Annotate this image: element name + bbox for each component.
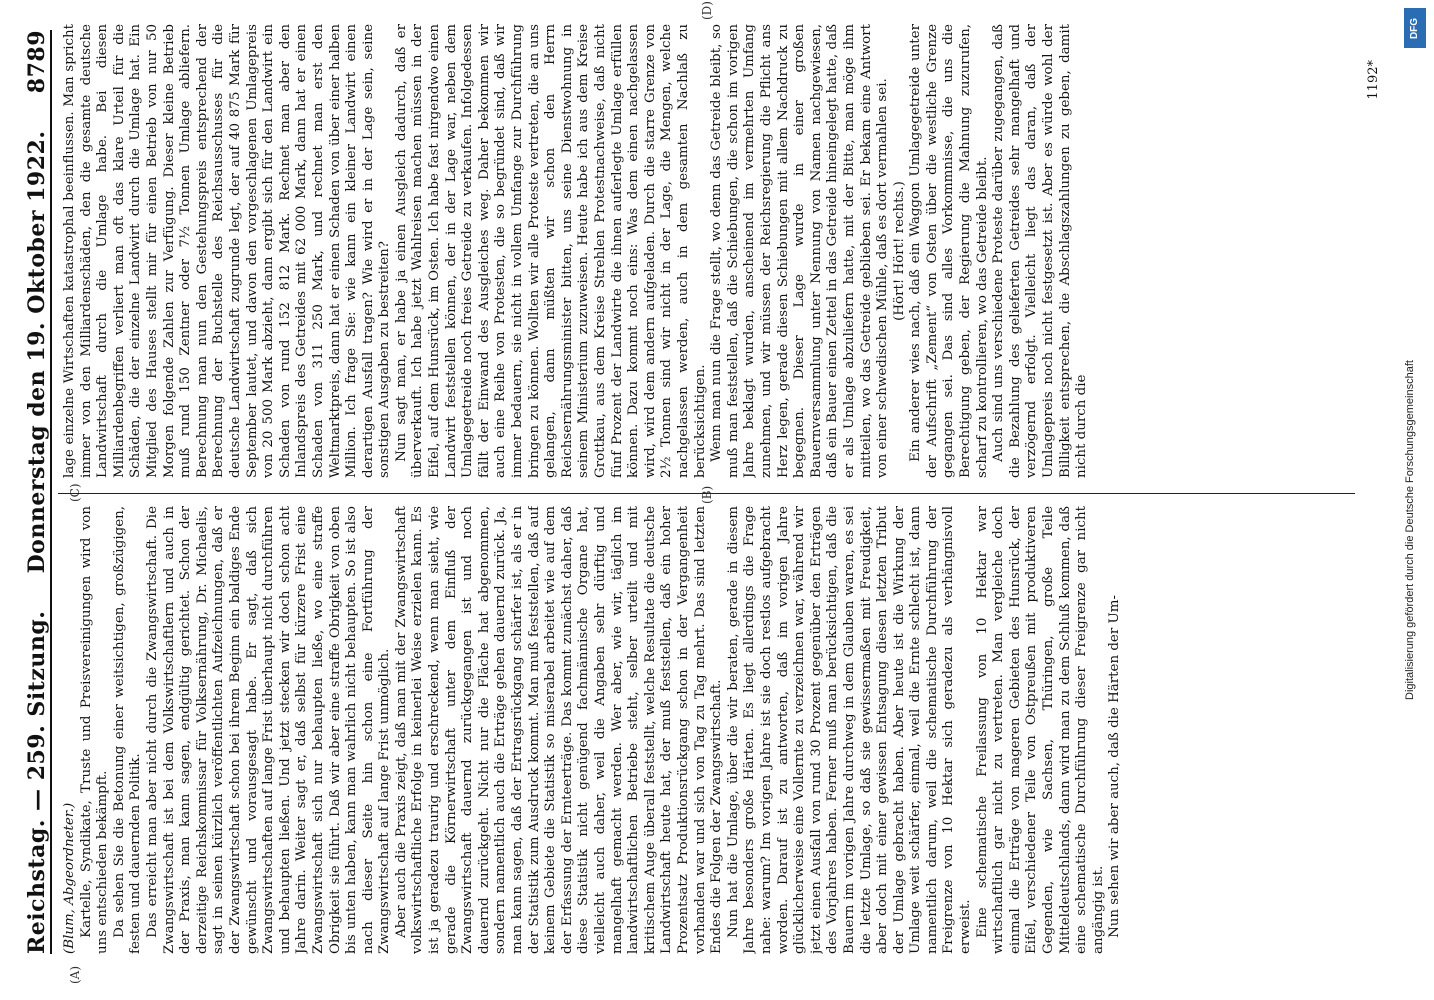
header-date: Donnerstag den 19. Oktober 1922. [24, 130, 50, 574]
dfg-logo: DFG [1404, 8, 1426, 48]
page-code: 1192* [1366, 60, 1381, 100]
digitization-strip [1398, 0, 1434, 1000]
page-number: 8789 [24, 30, 50, 94]
paragraph: Ein anderer wies nach, daß ein Waggon Umlagegetreide unter der Aufschrift „Zement“ von Osten über die westliche Grenze gegangen sei. Das sind alles Vorkommnisse, die uns die Berechtigung geben, der Regierung die Mahnung zuzurufen, scharf zu kontrollieren, wo das Getreide bleibt. [908, 24, 990, 478]
speaker-label: (Blum, Abgeordneter.) [62, 802, 77, 954]
paragraph: Nun sehen wir aber auch, daß die Härten der Um- [1107, 594, 1123, 938]
paragraph: Kartelle, Syndikate, Truste und Preisvereinigungen wird von uns entschieden bekämpft. [78, 506, 111, 954]
paragraph: Eine schematische Freilassung von 10 Hektar war wirtschaftlich gar nicht zu vertreten. Man vergleiche doch einmal die Erträge von mageren Gebieten des Hunsrück, der Eifel, verschiedener Teile von Ostpreußen mit produktiveren Gegenden, wie Sachsen, Thüringen, große Teile Mitteldeutschlands, dann wird man zu dem Schluß kommen, daß eine schematische Durchführung dieser Freigrenze gar nicht angängig ist. [974, 506, 1106, 954]
margin-mark-c: (C) [68, 483, 82, 502]
paragraph: Wenn man nun die Frage stellt, wo denn das Getreide bleibt, so muß man feststellen, daß die Schiebungen, die schon im vorigen Jahre beklagt wurden, anscheinend im vermehrten Umfang zunehmen, und wir müssen der Reichsregierung die Pflicht ans Herz legen, gerade diesen Schiebungen mit allem Nachdruck zu begegnen. Dieser Lage wurde in einer großen Bauernversammlung unter Nennung von Namen nachgewiesen, daß ein Bauer einen Zettel in das Getreide hineingelegt hatte, daß er als Umlage abzuliefern hatte, mit der Bitte, man möge ihm mitteilen, wo das Getreide geblieben sei. Er bekam eine Antwort von einer schwedischen Mühle, daß es dort vermahlen sei. [709, 24, 891, 478]
paragraph: Das erreicht man aber nicht durch die Zwangswirtschaft. Die Zwangswirtschaft ist bei dem Volkswirtschaftlern und auch in der Praxis, man kann sagen, endgültig gerichtet. Schon der derzeitige Reichskommissar für Volksernährung, Dr. Michaelis, sagt in seinen kürzlich veröffentlichten Aufzeichnungen, daß er der Zwangswirtschaft schon bei ihrem Beginn ein baldiges Ende gewünscht und vorausgesagt habe. Er sagt, daß sich Zwangswirtschaften auf lange Frist überhaupt nicht durchführen und behaupten ließen. Und jetzt stecken wir doch schon acht Jahre darin. Weiter sagt er, daß selbst für kürzere Frist eine Zwangswirtschaft sich nur behaupten ließe, wo eine straffe Obrigkeit sie führt. Daß wir aber eine straffe Obrigkeit von oben bis unten haben, kann man wahrlich nicht behaupten. So ist also nach dieser Seite hin schon eine Fortführung der Zwangswirtschaft auf lange Frist unmöglich. [144, 506, 393, 954]
margin-mark-d: (D) [700, 1, 714, 20]
paragraph: Nun sagt man, er habe ja einen Ausgleich dadurch, daß er überverkauft. Ich habe jetzt Wahlreisen machen müssen in der Eifel, auf dem Hunsrück, im Osten. Ich habe fast nirgendwo einen Landwirt feststellen können, der in der Lage war, neben dem Umlagegetreide noch freies Getreide zu verkaufen. Infolgedessen fällt der Einwand des Ausgleiches weg. Daher bekommen wir auch eine Reihe von Protesten, die so begründet sind, daß wir immer bedauern, sie nicht in vollem Umfange zur Durchführung bringen zu können. Wollten wir alle Proteste vertreten, die an uns gelangen, dann müßten wir schon den Herrn Reichsernährungsminister bitten, uns seine Dienstwohnung in seinem Ministerium zuzuweisen. Heute habe ich aus dem Kreise Grottkau, aus dem Kreise Strehlen Protestnachweise, daß nicht fünf Prozent der Landwirte die ihnen auferlegte Umlage erfüllen können. Dazu kommt noch eins: Was dem einen nachgelassen wird, wird dem andern aufgeladen. Durch die starre Grenze von 2½ Tonnen sind wir nicht in der Lage, die Mengen, welche nachgelassen werden, auch in dem gesamten Nachlaß zu berücksichtigen. [393, 24, 708, 478]
paragraph: Da sehen Sie die Betonung einer weitsichtigen, großzügigen, festen und dauernden Politik. [111, 506, 144, 954]
digitization-note: Digitalisierung gefördert durch die Deutsche Forschungsgemeinschaft [1404, 360, 1416, 700]
margin-mark-b: (B) [700, 485, 714, 504]
column-divider [58, 493, 1355, 494]
header-left: Reichstag. — 259. Sitzung. [24, 610, 50, 954]
right-column [62, 24, 1355, 478]
paragraph: lage einzelne Wirtschaften katastrophal beeinflussen. Man spricht immer von den Milliardenschäden, den die gesamte deutsche Landwirtschaft durch die Umlage habe. Bei diesen Milliardenbegriffen verliert man oft das klare Urteil für die Schäden, die der einzelne Landwirt durch die Umlage hat. Ein Mitglied des Hauses stellt mir für einen Betrieb von nur 50 Morgen folgende Zahlen zur Verfügung. Dieser kleine Betrieb muß rund 150 Zentner oder 7½ Tonnen Umlage abliefern. Berechnung man nun den Gestehungspreis entsprechend der Berechnung der Buchstelle des Reichsausschusses für die deutsche Landwirtschaft zugrunde legt, der auf 40 875 Mark für September lautet, und davon den vorgeschlagenen Umlagepreis von 20 500 Mark abzieht, dann ergibt sich für den Landwirt ein Schaden von rund 152 812 Mark. Rechnet man aber den Inlandspreis des Getreides mit 62 000 Mark, dann hat er einen Schaden von 311 250 Mark, und rechnet man erst den Weltmarktpreis, dann hat er einen Schaden von über einer halben Million. Ich frage Sie: wie kann ein kleiner Landwirt einen derartigen Ausfall tragen? Wie wird er in der Lage sein, seine sonstigen Ausgaben zu bestreiten? [62, 24, 393, 478]
page-header [22, 30, 52, 954]
interjection: (Hört! Hört! rechts.) [891, 181, 907, 321]
margin-mark-a: (A) [68, 965, 82, 984]
left-column [62, 506, 1355, 954]
paragraph: Aber auch die Praxis zeigt, daß man mit der Zwangswirtschaft volkswirtschaftliche Erfolge in keinerlei Weise erzielen kann. Es ist ja geradezu traurig und erschreckend, wenn man sieht, wie gerade die Körnerwirtschaft unter dem Einfluß der Zwangswirtschaft dauernd zurückgegangen ist und noch dauernd zurückgeht. Nicht nur die Fläche hat abgenommen, sondern namentlich auch die Erträge gehen dauernd zurück. Ja, man kann sagen, daß der Ertragsrückgang schärfer ist, als er in der Statistik zum Ausdruck kommt. Man muß feststellen, daß auf keinem Gebiete die Statistik so miserabel arbeitet wie auf dem der Erfassung der Ernteerträge. Das kommt zunächst daher, daß diese Statistik nicht genügend fachmännische Organe hat, vielleicht auch daher, weil die Angaben sehr dürftig und mangelhaft gemacht werden. Wer aber, wie wir, täglich im landwirtschaftlichen Betriebe steht, selber urteilt und mit kritischem Auge überall feststellt, welche Resultate die deutsche Landwirtschaft heute hat, der muß feststellen, daß ein hoher Prozentsatz Produktionsrückgang schon in der Vergangenheit vorhanden war und sich von Tag zu Tag mehrt. Das sind letzten Endes die Folgen der Zwangswirtschaft. [393, 506, 725, 954]
paragraph: Auch sind uns verschiedene Proteste darüber zugegangen, daß die Bezahlung des gelieferten Getreides sehr mangelhaft und verzögernd erfolgt. Vielleicht liegt das daran, daß der Umlagepreis noch nicht festgesetzt ist. Aber es würde wohl der Billigkeit entsprechen, die Abschlagszahlungen zu geben, damit nicht durch die [991, 24, 1090, 478]
paragraph: Nun hat die Umlage, über die wir beraten, gerade in diesem Jahre besonders große Härten. Es liegt allerdings die Frage nahe: warum? Im vorigen Jahre ist sie doch restlos aufgebracht worden. Darauf ist zu antworten, daß im vorigen Jahre glücklicherweise eine Vollernte zu verzeichnen war, während wir jetzt einen Ausfall von rund 30 Prozent gegenüber den Erträgen des Vorjahres haben. Ferner muß man berücksichtigen, daß die Bauern im vorigen Jahre durchweg in dem Glauben waren, es sei die letzte Umlage, so daß sie gewissermaßen mit Freudigkeit, aber doch mit einer gewissen Entsagung diesen letzten Tribut der Umlage gebracht haben. Aber heute ist die Wirkung der Umlage weit schärfer, einmal, weil die Ernte schlecht ist, dann namentlich darum, weil die schematische Durchführung der Freigrenze von 10 Hektar sich geradezu als verhängnisvoll erweist. [725, 506, 974, 954]
